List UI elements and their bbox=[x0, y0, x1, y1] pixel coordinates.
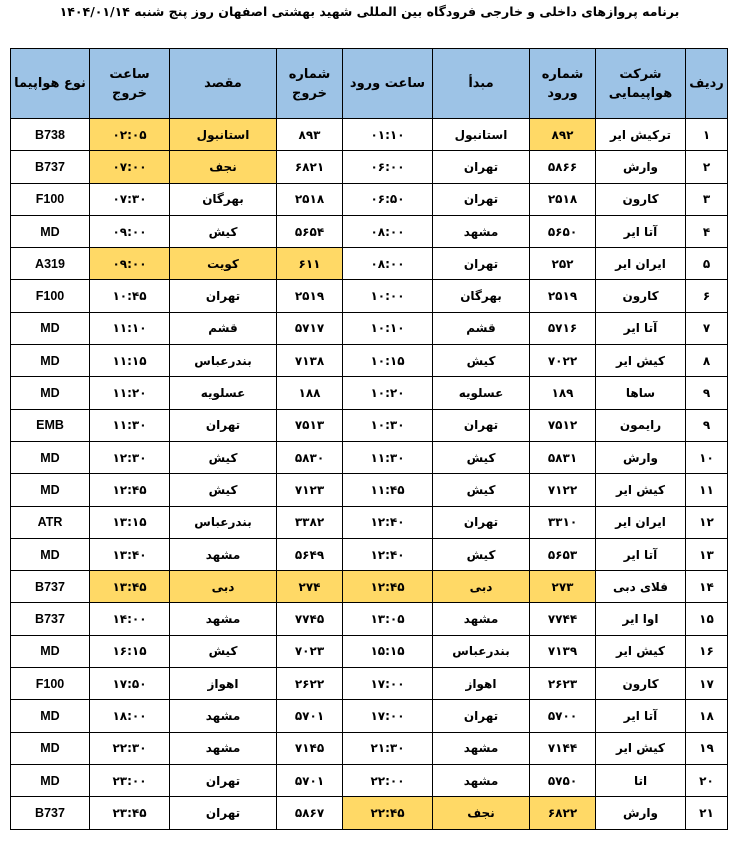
cell-destination: بندرعباس bbox=[170, 345, 277, 377]
cell-origin: مشهد bbox=[433, 732, 530, 764]
cell-departure-number: ۲۵۱۸ bbox=[277, 183, 343, 215]
cell-arrival-number: ۷۷۴۴ bbox=[530, 603, 596, 635]
cell-arrival-time: ۱۲:۴۰ bbox=[343, 506, 433, 538]
cell-arrival-number: ۸۹۲ bbox=[530, 119, 596, 151]
cell-departure-number: ۵۷۰۱ bbox=[277, 700, 343, 732]
header-airline: شرکت هواپیمایی bbox=[596, 49, 686, 119]
cell-airline: آتا ایر bbox=[596, 538, 686, 570]
cell-destination: نجف bbox=[170, 151, 277, 183]
cell-origin: قشم bbox=[433, 312, 530, 344]
cell-arrival-number: ۷۱۴۴ bbox=[530, 732, 596, 764]
cell-departure-number: ۵۶۴۹ bbox=[277, 538, 343, 570]
cell-row-number: ۴ bbox=[686, 215, 728, 247]
cell-arrival-number: ۲۵۱۸ bbox=[530, 183, 596, 215]
cell-airline: کیش ایر bbox=[596, 474, 686, 506]
cell-arrival-time: ۱۳:۰۵ bbox=[343, 603, 433, 635]
cell-aircraft-type: MD bbox=[11, 345, 90, 377]
table-row bbox=[11, 409, 728, 441]
cell-row-number: ۱۶ bbox=[686, 635, 728, 667]
cell-arrival-number: ۲۵۲ bbox=[530, 248, 596, 280]
cell-destination: کیش bbox=[170, 474, 277, 506]
table-row bbox=[11, 635, 728, 667]
cell-origin: تهران bbox=[433, 409, 530, 441]
cell-departure-number: ۲۷۴ bbox=[277, 571, 343, 603]
cell-destination: کیش bbox=[170, 635, 277, 667]
cell-origin: عسلویه bbox=[433, 377, 530, 409]
cell-departure-time: ۲۳:۴۵ bbox=[90, 797, 170, 829]
cell-departure-number: ۷۱۳۸ bbox=[277, 345, 343, 377]
cell-airline: آتا ایر bbox=[596, 312, 686, 344]
cell-origin: تهران bbox=[433, 700, 530, 732]
cell-row-number: ۳ bbox=[686, 183, 728, 215]
cell-departure-number: ۲۵۱۹ bbox=[277, 280, 343, 312]
cell-arrival-time: ۲۲:۰۰ bbox=[343, 764, 433, 796]
header-arrival-time: ساعت ورود bbox=[343, 49, 433, 119]
cell-departure-number: ۶۱۱ bbox=[277, 248, 343, 280]
cell-departure-time: ۰۷:۰۰ bbox=[90, 151, 170, 183]
cell-row-number: ۱۷ bbox=[686, 668, 728, 700]
cell-airline: کیش ایر bbox=[596, 732, 686, 764]
cell-departure-time: ۲۳:۰۰ bbox=[90, 764, 170, 796]
cell-destination: عسلویه bbox=[170, 377, 277, 409]
cell-aircraft-type: MD bbox=[11, 700, 90, 732]
cell-departure-number: ۷۰۲۳ bbox=[277, 635, 343, 667]
cell-aircraft-type: F100 bbox=[11, 280, 90, 312]
cell-row-number: ۹ bbox=[686, 409, 728, 441]
cell-aircraft-type: B738 bbox=[11, 119, 90, 151]
cell-departure-number: ۸۹۳ bbox=[277, 119, 343, 151]
cell-aircraft-type: MD bbox=[11, 764, 90, 796]
cell-arrival-time: ۲۱:۳۰ bbox=[343, 732, 433, 764]
cell-destination: تهران bbox=[170, 280, 277, 312]
cell-airline: ایران ایر bbox=[596, 506, 686, 538]
cell-arrival-number: ۷۱۲۲ bbox=[530, 474, 596, 506]
table-row bbox=[11, 151, 728, 183]
table-row bbox=[11, 377, 728, 409]
cell-airline: ایران ایر bbox=[596, 248, 686, 280]
cell-airline: کارون bbox=[596, 183, 686, 215]
cell-departure-number: ۷۱۲۳ bbox=[277, 474, 343, 506]
table-row bbox=[11, 441, 728, 473]
cell-destination: استانبول bbox=[170, 119, 277, 151]
cell-row-number: ۲۰ bbox=[686, 764, 728, 796]
cell-origin: کیش bbox=[433, 345, 530, 377]
cell-destination: قشم bbox=[170, 312, 277, 344]
cell-origin: کیش bbox=[433, 441, 530, 473]
cell-row-number: ۲۱ bbox=[686, 797, 728, 829]
cell-origin: استانبول bbox=[433, 119, 530, 151]
cell-arrival-time: ۱۰:۲۰ bbox=[343, 377, 433, 409]
cell-arrival-number: ۵۶۵۳ bbox=[530, 538, 596, 570]
cell-arrival-time: ۱۰:۱۵ bbox=[343, 345, 433, 377]
cell-aircraft-type: MD bbox=[11, 377, 90, 409]
cell-airline: آتا ایر bbox=[596, 215, 686, 247]
cell-row-number: ۱۸ bbox=[686, 700, 728, 732]
cell-aircraft-type: MD bbox=[11, 312, 90, 344]
cell-row-number: ۸ bbox=[686, 345, 728, 377]
cell-row-number: ۱۰ bbox=[686, 441, 728, 473]
cell-departure-time: ۱۳:۴۰ bbox=[90, 538, 170, 570]
cell-airline: آتا ایر bbox=[596, 700, 686, 732]
cell-destination: کیش bbox=[170, 441, 277, 473]
cell-departure-time: ۲۲:۳۰ bbox=[90, 732, 170, 764]
cell-row-number: ۹ bbox=[686, 377, 728, 409]
cell-origin: تهران bbox=[433, 506, 530, 538]
cell-arrival-time: ۱۱:۴۵ bbox=[343, 474, 433, 506]
table-row bbox=[11, 764, 728, 796]
cell-airline: اتا bbox=[596, 764, 686, 796]
cell-departure-number: ۵۸۳۰ bbox=[277, 441, 343, 473]
table-row bbox=[11, 248, 728, 280]
cell-origin: بهرگان bbox=[433, 280, 530, 312]
cell-arrival-time: ۱۷:۰۰ bbox=[343, 668, 433, 700]
cell-airline: رایمون bbox=[596, 409, 686, 441]
cell-departure-time: ۱۱:۱۵ bbox=[90, 345, 170, 377]
cell-row-number: ۱۵ bbox=[686, 603, 728, 635]
cell-aircraft-type: MD bbox=[11, 635, 90, 667]
cell-row-number: ۱۹ bbox=[686, 732, 728, 764]
cell-arrival-time: ۱۵:۱۵ bbox=[343, 635, 433, 667]
cell-row-number: ۵ bbox=[686, 248, 728, 280]
cell-departure-time: ۱۸:۰۰ bbox=[90, 700, 170, 732]
cell-origin: کیش bbox=[433, 538, 530, 570]
cell-departure-number: ۳۳۸۲ bbox=[277, 506, 343, 538]
header-destination: مقصد bbox=[170, 49, 277, 119]
cell-arrival-time: ۰۸:۰۰ bbox=[343, 248, 433, 280]
cell-departure-time: ۱۲:۳۰ bbox=[90, 441, 170, 473]
cell-arrival-number: ۳۳۱۰ bbox=[530, 506, 596, 538]
cell-arrival-time: ۱۲:۴۵ bbox=[343, 571, 433, 603]
cell-arrival-time: ۲۲:۴۵ bbox=[343, 797, 433, 829]
page-title: برنامه پروازهای داخلی و خارجی فرودگاه بین المللی شهید بهشتی اصفهان روز پنج شنبه ۱۴۰۴/۰۱/۱۴ bbox=[59, 4, 680, 19]
cell-arrival-number: ۵۸۳۱ bbox=[530, 441, 596, 473]
table-row bbox=[11, 474, 728, 506]
table-row bbox=[11, 571, 728, 603]
cell-arrival-number: ۲۷۳ bbox=[530, 571, 596, 603]
cell-departure-number: ۵۷۰۱ bbox=[277, 764, 343, 796]
cell-arrival-time: ۱۱:۳۰ bbox=[343, 441, 433, 473]
cell-aircraft-type: B737 bbox=[11, 603, 90, 635]
table-row bbox=[11, 668, 728, 700]
header-arrival-number: شماره ورود bbox=[530, 49, 596, 119]
cell-arrival-time: ۱۰:۳۰ bbox=[343, 409, 433, 441]
table-row bbox=[11, 732, 728, 764]
cell-airline: وارش bbox=[596, 441, 686, 473]
cell-destination: مشهد bbox=[170, 538, 277, 570]
cell-arrival-number: ۵۷۱۶ bbox=[530, 312, 596, 344]
cell-arrival-time: ۰۶:۵۰ bbox=[343, 183, 433, 215]
cell-destination: تهران bbox=[170, 764, 277, 796]
table-row bbox=[11, 700, 728, 732]
table-row bbox=[11, 183, 728, 215]
table-row bbox=[11, 312, 728, 344]
cell-arrival-number: ۵۶۵۰ bbox=[530, 215, 596, 247]
cell-airline: کارون bbox=[596, 280, 686, 312]
cell-aircraft-type: EMB bbox=[11, 409, 90, 441]
cell-destination: کیش bbox=[170, 215, 277, 247]
cell-row-number: ۲ bbox=[686, 151, 728, 183]
cell-aircraft-type: B737 bbox=[11, 571, 90, 603]
cell-origin: نجف bbox=[433, 797, 530, 829]
cell-arrival-time: ۱۰:۰۰ bbox=[343, 280, 433, 312]
cell-destination: اهواز bbox=[170, 668, 277, 700]
cell-departure-time: ۰۷:۳۰ bbox=[90, 183, 170, 215]
cell-departure-time: ۱۲:۴۵ bbox=[90, 474, 170, 506]
cell-destination: دبی bbox=[170, 571, 277, 603]
cell-departure-time: ۱۱:۱۰ bbox=[90, 312, 170, 344]
cell-arrival-number: ۵۷۰۰ bbox=[530, 700, 596, 732]
cell-destination: بهرگان bbox=[170, 183, 277, 215]
cell-destination: کویت bbox=[170, 248, 277, 280]
cell-departure-time: ۰۹:۰۰ bbox=[90, 248, 170, 280]
cell-departure-number: ۷۱۴۵ bbox=[277, 732, 343, 764]
cell-arrival-number: ۲۵۱۹ bbox=[530, 280, 596, 312]
cell-aircraft-type: ATR bbox=[11, 506, 90, 538]
cell-airline: کارون bbox=[596, 668, 686, 700]
cell-aircraft-type: B737 bbox=[11, 797, 90, 829]
table-row bbox=[11, 797, 728, 829]
cell-departure-time: ۱۰:۴۵ bbox=[90, 280, 170, 312]
cell-airline: ترکیش ایر bbox=[596, 119, 686, 151]
cell-arrival-time: ۱۰:۱۰ bbox=[343, 312, 433, 344]
cell-airline: کیش ایر bbox=[596, 345, 686, 377]
cell-row-number: ۶ bbox=[686, 280, 728, 312]
table-row bbox=[11, 215, 728, 247]
cell-departure-time: ۱۱:۳۰ bbox=[90, 409, 170, 441]
cell-origin: مشهد bbox=[433, 215, 530, 247]
cell-row-number: ۱۲ bbox=[686, 506, 728, 538]
header-origin: مبدأ bbox=[433, 49, 530, 119]
table-row bbox=[11, 280, 728, 312]
cell-airline: وارش bbox=[596, 151, 686, 183]
cell-arrival-number: ۷۰۲۲ bbox=[530, 345, 596, 377]
cell-origin: بندرعباس bbox=[433, 635, 530, 667]
header-aircraft-type: نوع هواپیما bbox=[11, 49, 90, 119]
flight-schedule-table bbox=[10, 48, 728, 830]
header-row-number: ردیف bbox=[686, 49, 728, 119]
table-row bbox=[11, 345, 728, 377]
cell-arrival-number: ۲۶۲۳ bbox=[530, 668, 596, 700]
cell-row-number: ۱ bbox=[686, 119, 728, 151]
cell-arrival-number: ۵۷۵۰ bbox=[530, 764, 596, 796]
cell-departure-number: ۷۵۱۳ bbox=[277, 409, 343, 441]
cell-departure-number: ۱۸۸ bbox=[277, 377, 343, 409]
cell-origin: دبی bbox=[433, 571, 530, 603]
cell-departure-time: ۱۷:۵۰ bbox=[90, 668, 170, 700]
cell-arrival-time: ۰۱:۱۰ bbox=[343, 119, 433, 151]
cell-departure-number: ۶۸۲۱ bbox=[277, 151, 343, 183]
cell-departure-time: ۱۳:۱۵ bbox=[90, 506, 170, 538]
cell-destination: بندرعباس bbox=[170, 506, 277, 538]
cell-aircraft-type: MD bbox=[11, 474, 90, 506]
cell-row-number: ۱۴ bbox=[686, 571, 728, 603]
cell-arrival-number: ۵۸۶۶ bbox=[530, 151, 596, 183]
cell-destination: مشهد bbox=[170, 732, 277, 764]
cell-arrival-time: ۱۷:۰۰ bbox=[343, 700, 433, 732]
table-row bbox=[11, 603, 728, 635]
cell-arrival-number: ۶۸۲۲ bbox=[530, 797, 596, 829]
cell-departure-time: ۱۱:۲۰ bbox=[90, 377, 170, 409]
cell-airline: اوا ایر bbox=[596, 603, 686, 635]
cell-airline: وارش bbox=[596, 797, 686, 829]
cell-arrival-time: ۰۸:۰۰ bbox=[343, 215, 433, 247]
cell-aircraft-type: A319 bbox=[11, 248, 90, 280]
cell-departure-number: ۵۸۶۷ bbox=[277, 797, 343, 829]
cell-aircraft-type: MD bbox=[11, 441, 90, 473]
cell-destination: مشهد bbox=[170, 603, 277, 635]
cell-departure-time: ۱۳:۴۵ bbox=[90, 571, 170, 603]
cell-airline: ساها bbox=[596, 377, 686, 409]
cell-row-number: ۷ bbox=[686, 312, 728, 344]
cell-departure-time: ۱۶:۱۵ bbox=[90, 635, 170, 667]
cell-arrival-number: ۷۵۱۲ bbox=[530, 409, 596, 441]
cell-origin: مشهد bbox=[433, 764, 530, 796]
header-departure-number: شماره خروج bbox=[277, 49, 343, 119]
header-departure-time: ساعت خروج bbox=[90, 49, 170, 119]
cell-origin: تهران bbox=[433, 151, 530, 183]
cell-arrival-number: ۱۸۹ bbox=[530, 377, 596, 409]
cell-departure-number: ۷۷۴۵ bbox=[277, 603, 343, 635]
cell-aircraft-type: MD bbox=[11, 538, 90, 570]
table-row bbox=[11, 506, 728, 538]
table-row bbox=[11, 538, 728, 570]
cell-aircraft-type: MD bbox=[11, 732, 90, 764]
cell-departure-time: ۱۴:۰۰ bbox=[90, 603, 170, 635]
cell-destination: تهران bbox=[170, 409, 277, 441]
cell-departure-number: ۵۷۱۷ bbox=[277, 312, 343, 344]
cell-departure-time: ۰۲:۰۵ bbox=[90, 119, 170, 151]
cell-origin: مشهد bbox=[433, 603, 530, 635]
cell-airline: فلای دبی bbox=[596, 571, 686, 603]
cell-departure-number: ۵۶۵۴ bbox=[277, 215, 343, 247]
cell-aircraft-type: F100 bbox=[11, 183, 90, 215]
cell-origin: تهران bbox=[433, 248, 530, 280]
cell-airline: کیش ایر bbox=[596, 635, 686, 667]
cell-departure-time: ۰۹:۰۰ bbox=[90, 215, 170, 247]
cell-row-number: ۱۱ bbox=[686, 474, 728, 506]
cell-origin: کیش bbox=[433, 474, 530, 506]
cell-aircraft-type: F100 bbox=[11, 668, 90, 700]
cell-destination: تهران bbox=[170, 797, 277, 829]
cell-origin: اهواز bbox=[433, 668, 530, 700]
table-row bbox=[11, 119, 728, 151]
cell-destination: مشهد bbox=[170, 700, 277, 732]
cell-arrival-time: ۰۶:۰۰ bbox=[343, 151, 433, 183]
cell-arrival-number: ۷۱۳۹ bbox=[530, 635, 596, 667]
cell-row-number: ۱۳ bbox=[686, 538, 728, 570]
cell-origin: تهران bbox=[433, 183, 530, 215]
cell-arrival-time: ۱۲:۴۰ bbox=[343, 538, 433, 570]
cell-aircraft-type: B737 bbox=[11, 151, 90, 183]
cell-aircraft-type: MD bbox=[11, 215, 90, 247]
header-row bbox=[11, 49, 728, 119]
cell-departure-number: ۲۶۲۲ bbox=[277, 668, 343, 700]
